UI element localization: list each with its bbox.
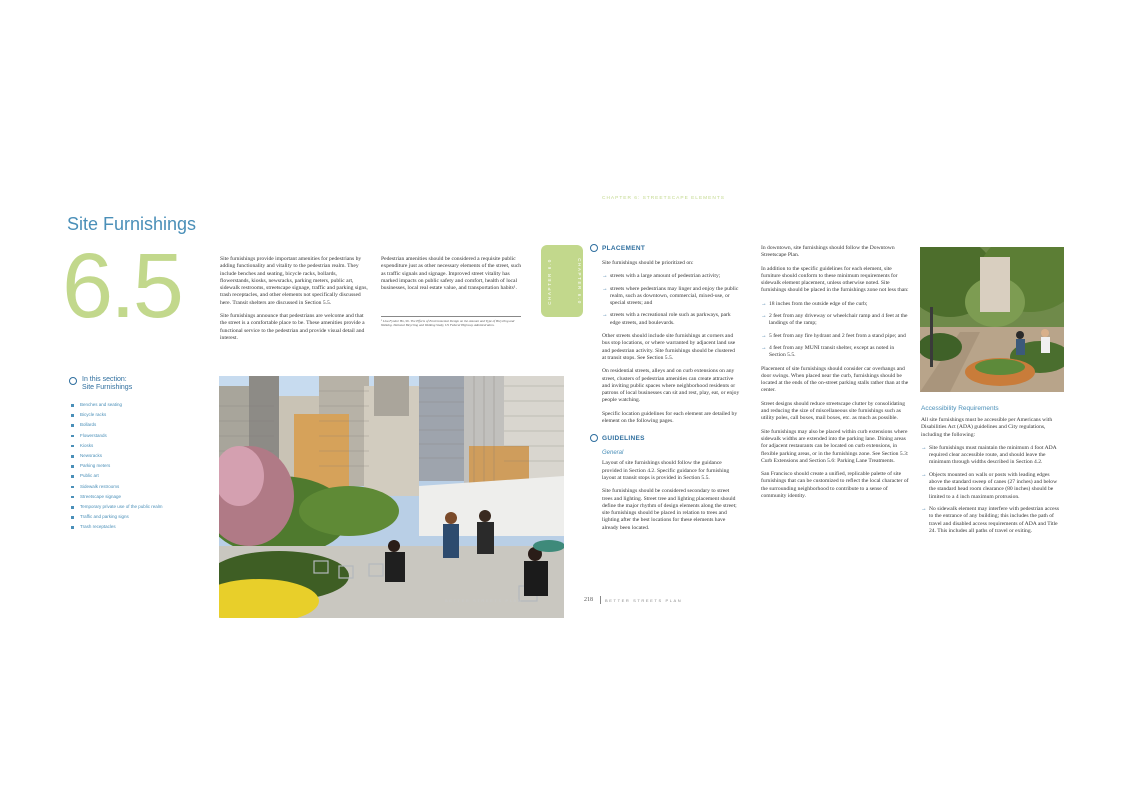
placement-heading [590, 245, 740, 252]
section-link[interactable]: Public art [69, 471, 209, 481]
intro-paragraph: Site furnishings provide important amenities for pedestrians by adding functionality and vitality to the pedestrian realm. They include benches and seating, bicycle racks, bollards, flowerstands, kiosks, newsracks, parking meters, public art, sidewalk restrooms, streetscape signage, traffic and parking signs, trash receptacles, and other elements not specifically discussed here. Transit shelters are discussed in Section 5.5. [220, 256, 368, 306]
requirements-bullet: → 18 inches from the outside edge of the curb; [761, 301, 909, 308]
accessibility-heading: Accessibility Requirements [921, 405, 999, 412]
guidelines-paragraph: Layout of site furnishings should follow the guidance provided in Section 4.2. Specific guidance for furnishing layout at transit stops is provided in Section 5.5. [602, 460, 730, 481]
intro-paragraph: Site furnishings announce that pedestrians are welcome and that the street is a comfortable place to be. These amenities provide a functional service to the pedestrian and provide visual detail and interest. [220, 313, 365, 341]
section-link[interactable]: Benches and seating [69, 400, 209, 410]
section-link[interactable]: Sidewalk restrooms [69, 482, 209, 492]
accessibility-column [921, 405, 1061, 541]
placement-paragraph: Specific location guidelines for each element are detailed by element on the following pages. [602, 410, 738, 425]
requirements-bullet: → 2 feet from any driveway or wheelchair ramp and 4 feet at the landings of the ramp; [761, 313, 909, 328]
chapter-header: CHAPTER 6: STREETSCAPE ELEMENTS [602, 196, 725, 201]
guidelines-heading [590, 435, 740, 442]
section-link[interactable]: Parking meters [69, 461, 209, 471]
left-page-footer: BETTER STREETS PLAN [445, 598, 523, 603]
section-link[interactable]: Kiosks [69, 441, 209, 451]
footnote-divider [381, 316, 521, 317]
plaza-photo-illustration [219, 376, 564, 618]
placement-heading-label: PLACEMENT [602, 245, 646, 252]
section-link[interactable]: Temporary private use of the public realm [69, 502, 209, 512]
requirements-column [761, 245, 909, 506]
chapter-tab [541, 245, 583, 317]
guidelines-paragraph: Site furnishings should be considered secondary to street trees and lighting. Street tree and lighting placement should define the major rhythm of design elements along the street; site furnishings should be placed in relation to trees and lighting after the best locations for these elements have already been located. [602, 488, 737, 531]
section-link[interactable]: Trash receptacles [69, 522, 209, 532]
accessibility-intro: All site furnishings must be accessible per Americans with Disabilities Act (ADA) guidelines and City regulations, including the following: [921, 417, 1053, 438]
intro-paragraph: Pedestrian amenities should be considered a requisite public expenditure just as other necessary elements of the street, such as traffic signals and signage. Improved street vitality has marked impacts on public safety and comfort, health of local businesses, local real estate value, and transportation habits¹. [381, 256, 522, 292]
requirements-paragraph: In downtown, site furnishings should follow the Downtown Streetscape Plan. [761, 245, 895, 259]
requirements-paragraph: In addition to the specific guidelines for each element, site furniture should conform to these minimum requirements for sidewalk element placement, unless otherwise noted. Site furnishings should be placed in the furnishings zone not less than: [761, 265, 909, 294]
placement-bullet: → streets where pedestrians may linger and enjoy the public realm, such as downtown, commercial, mixed-use, or special streets; and [602, 286, 740, 308]
in-this-section-title: Site Furnishings [82, 384, 133, 391]
arrow-circle-icon [69, 377, 77, 385]
requirements-paragraph: Site furnishings may also be placed within curb extensions where sidewalk widths are extended into the parking lane. Dining areas for adjacent restaurants can be located on curb extensions, in flexible parking areas, or in the furnishings zone. See Section 5.3: Curb Extensions and Section 5.6: Parking Lane Treatments. [761, 428, 909, 464]
requirements-bullet: → 4 feet from any MUNI transit shelter, except as noted in Section 5.5. [761, 345, 909, 360]
section-link[interactable]: Newsracks [69, 451, 209, 461]
requirements-paragraph: San Francisco should create a unified, replicable palette of site furnishings that can be customized to reflect the local character of the surrounding neighborhood to contribute to a sense of community identity. [761, 471, 909, 500]
footer-divider [600, 596, 601, 604]
chapter-tab-label: CHAPTER 6.0 [546, 258, 552, 305]
guidelines-subheading: General [602, 450, 624, 457]
placement-bullets [590, 273, 740, 327]
accessibility-bullet: → No sidewalk element may interfere with pedestrian access to the entrance of any building; this includes the path of travel and disabled access requirements of ADA and Title 24. This includes all paths of travel or exiting. [921, 506, 1061, 535]
plan-name: BETTER STREETS PLAN [605, 598, 683, 603]
section-link[interactable]: Bollards [69, 420, 209, 430]
guidelines-heading-label: GUIDELINES [602, 435, 645, 443]
accessibility-bullets [921, 445, 1061, 535]
requirements-bullets [761, 301, 909, 360]
section-link[interactable]: Bicycle racks [69, 410, 209, 420]
requirements-paragraph: Placement of site furnishings should consider car overhangs and door swings. When placed near the curb, furnishings should be located at the ends of the on-street parking stalls rather than at the center. [761, 365, 909, 394]
requirements-paragraph: Street designs should reduce streetscape clutter by consolidating and reducing the size of miscellaneous site furnishings such as utility poles, call boxes, mail boxes, etc. as much as possible. [761, 400, 905, 422]
intro-column-1 [220, 256, 368, 348]
in-this-section-label: In this section: [82, 376, 127, 383]
page-number: 218 [584, 597, 593, 603]
chapter-tab-label: CHAPTER 6.0 [576, 258, 582, 305]
intro-column-2 [381, 256, 523, 298]
page-title: Site Furnishings [67, 214, 197, 234]
accessibility-bullet: → Objects mounted on walls or posts with leading edges above the standard sweep of canes (27 inches) and below the standard head room clearance (80 inches) should be limited to a 4 inch maximum protrusion. [921, 472, 1061, 501]
section-link[interactable]: Traffic and parking signs [69, 512, 209, 522]
placement-bullet: → streets with a recreational role such as parkways, park edge streets, and boulevards. [602, 312, 740, 327]
section-link[interactable]: Streetscape signage [69, 492, 209, 502]
in-this-section-heading [69, 376, 209, 392]
placement-column [590, 245, 740, 538]
placement-paragraph: On residential streets, alleys and on curb extensions on any street, clusters of pedestrian amenities can create attractive and inviting public spaces where neighborhood residents or patrons of local businesses can sit and rest, play, eat, or enjoy people watching. [602, 368, 740, 404]
footnote: ¹ Lisa Fyodor Ho, 96. The Effects of Environmental Design on the Amount and Type of Bicycling and Walking. National Bicycling and Walking Study, US Federal Highway Administration. [381, 319, 515, 328]
placement-bullet: → streets with a large amount of pedestrian activity; [602, 273, 740, 280]
plaza-photo [219, 376, 564, 618]
placement-intro: Site furnishings should be prioritized on: [602, 260, 694, 266]
section-number: 6.5 [62, 235, 181, 337]
placement-paragraph: Other streets should include site furnishings at corners and bus stop locations, or where warranted by adjacent land use and pedestrian activity. Site furnishings should be clustered at transit stops. See Section 5.5. [602, 333, 736, 361]
accessibility-bullet: → Site furnishings must maintain the minimum 4 foot ADA required clear accessible route, and should leave the minimum through widths described in Section 4.2. [921, 445, 1061, 467]
sidewalk-photo [920, 247, 1064, 392]
section-link[interactable]: Flowerstands [69, 431, 209, 441]
section-list [69, 400, 209, 533]
sidewalk-photo-illustration [920, 247, 1064, 392]
guideline-circle-icon [590, 434, 598, 442]
arrow-circle-icon [590, 244, 598, 252]
in-this-section [69, 376, 209, 533]
requirements-bullet: → 5 feet from any fire hydrant and 2 feet from a stand pipe; and [761, 333, 909, 340]
